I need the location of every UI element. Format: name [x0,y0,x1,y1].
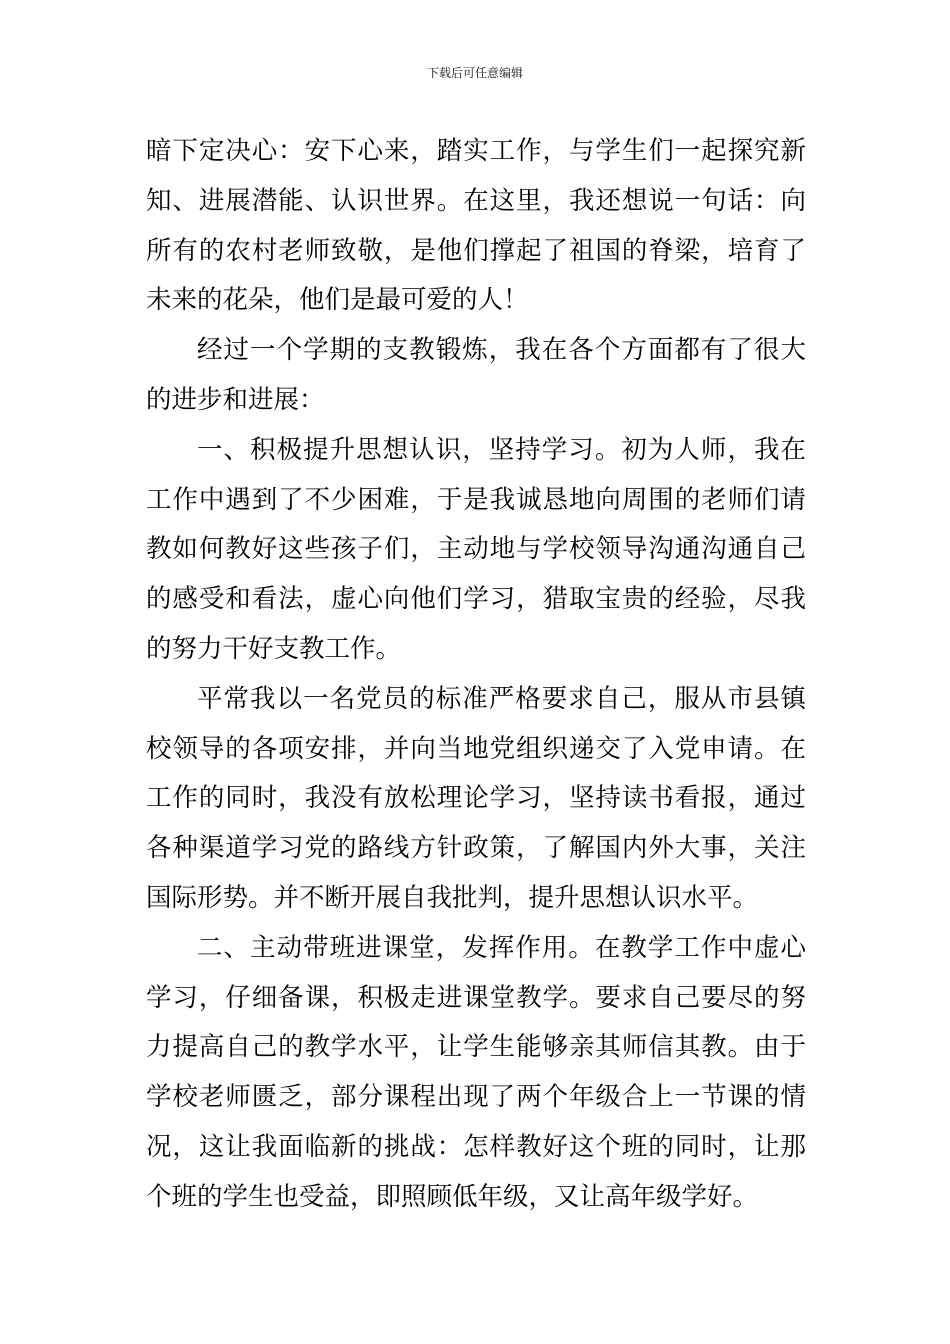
page-header: 下载后可任意编辑 [426,66,523,80]
paragraph-1: 暗下定决心：安下心来，踏实工作，与学生们一起探究新知、进展潜能、认识世界。在这里，我还想说一句话：向所有的农村老师致敬，是他们撑起了祖国的脊梁，培育了未来的花朵，他们是最可爱的人！ [146,136,806,316]
paragraph-4: 平常我以一名党员的标准严格要求自己，服从市县镇校领导的各项安排，并向当地党组织递交了入党申请。在工作的同时，我没有放松理论学习，坚持读书看报，通过各种渠道学习党的路线方针政策，了解国内外大事，关注国际形势。并不断开展自我批判，提升思想认识水平。 [146,683,806,913]
paragraph-3: 一、积极提升思想认识，坚持学习。初为人师，我在工作中遇到了不少困难，于是我诚恳地向周围的老师们请教如何教好这些孩子们，主动地与学校领导沟通沟通自己的感受和看法，虚心向他们学习，猎取宝贵的经验，尽我的努力干好支教工作。 [146,434,806,664]
paragraph-5: 二、主动带班进课堂，发挥作用。在教学工作中虚心学习，仔细备课，积极走进课堂教学。要求自己要尽的努力提高自己的教学水平，让学生能够亲其师信其教。由于学校老师匮乏，部分课程出现了两个年级合上一节课的情况，这让我面临新的挑战：怎样教好这个班的同时，让那个班的学生也受益，即照顾低年级，又让高年级学好。 [146,932,806,1212]
document-body [146,127,806,1223]
paragraph-2: 经过一个学期的支教锻炼，我在各个方面都有了很大的进步和进展： [146,335,806,415]
